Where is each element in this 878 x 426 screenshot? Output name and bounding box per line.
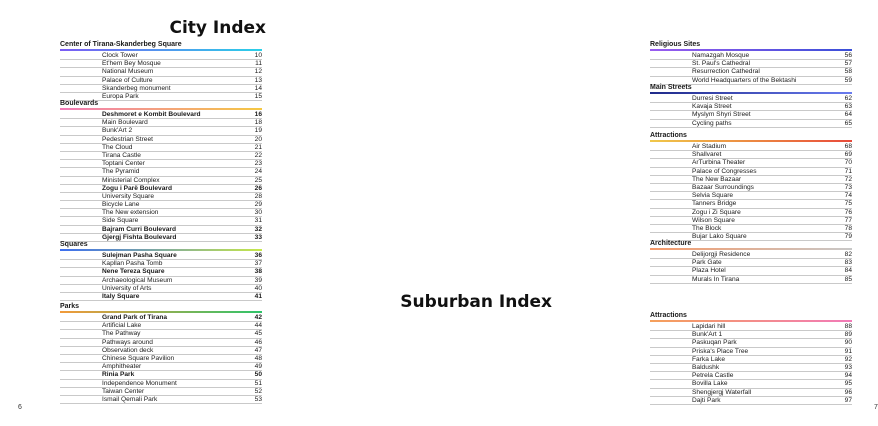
section-heading: Parks	[60, 303, 80, 310]
entry-page-number: 11	[255, 60, 262, 68]
entry-page-number: 18	[254, 119, 262, 127]
entry-page-number: 75	[844, 200, 852, 208]
entry-name: Side Square	[102, 217, 139, 225]
section-color-bar	[650, 92, 852, 94]
entry-name: The Pyramid	[102, 168, 140, 176]
index-entry[interactable]	[650, 52, 852, 60]
index-entry[interactable]	[650, 389, 852, 397]
entry-page-number: 50	[254, 371, 262, 379]
index-entry[interactable]	[60, 152, 262, 160]
entry-name: Bovilla Lake	[692, 380, 728, 388]
entry-page-number: 13	[254, 76, 262, 84]
entry-page-number: 62	[844, 95, 852, 102]
section-heading: Main Streets	[650, 84, 692, 91]
section-squares	[60, 241, 262, 301]
entry-name: National Museum	[102, 68, 154, 76]
index-entry[interactable]	[60, 68, 262, 76]
left-page	[0, 0, 300, 426]
section-color-bar	[60, 49, 262, 51]
entry-name: Bicycle Lane	[102, 201, 140, 209]
entry-name: Cycling paths	[692, 119, 732, 127]
entry-name: Clock Tower	[102, 52, 138, 59]
entry-page-number: 85	[844, 275, 852, 283]
entry-page-number: 12	[254, 68, 262, 76]
entry-name: Independence Monument	[102, 379, 177, 387]
entry-name: Selvia Square	[692, 192, 734, 200]
entry-page-number: 40	[254, 284, 262, 292]
entry-name: Kavaja Street	[692, 103, 732, 111]
entry-page-number: 42	[254, 314, 262, 321]
section-boulevards	[60, 100, 262, 242]
entry-page-number: 37	[254, 260, 262, 268]
entry-page-number: 95	[844, 380, 852, 388]
entry-name: Myslym Shyri Street	[692, 111, 751, 119]
entry-name: The Block	[692, 224, 722, 232]
entry-name: Shallvaret	[692, 151, 722, 159]
index-entry[interactable]	[650, 364, 852, 372]
index-entry[interactable]	[60, 193, 262, 201]
entry-name: Rinia Park	[102, 371, 135, 379]
entry-name: Durresi Street	[692, 95, 733, 102]
index-entry[interactable]	[650, 95, 852, 103]
entry-name: Observation deck	[102, 346, 154, 354]
entry-page-number: 79	[844, 233, 852, 241]
index-entry[interactable]	[60, 226, 262, 234]
section-color-bar	[60, 249, 262, 251]
index-entry[interactable]	[60, 277, 262, 285]
entry-name: Amphitheater	[102, 363, 142, 371]
entry-name: The Cloud	[102, 143, 133, 151]
entry-name: Dajti Park	[692, 396, 721, 404]
index-entry[interactable]	[60, 314, 262, 322]
entry-name: Et'hem Bey Mosque	[102, 60, 161, 68]
entry-name: University of Arts	[102, 284, 152, 292]
index-entry[interactable]	[60, 260, 262, 268]
index-entry[interactable]	[650, 397, 852, 405]
section-heading: Center of Tirana-Skanderbeg Square	[60, 41, 182, 48]
entry-page-number: 25	[254, 176, 262, 184]
entry-page-number: 49	[254, 363, 262, 371]
index-entry[interactable]	[650, 120, 852, 128]
entry-page-number: 20	[254, 135, 262, 143]
entry-name: Kapllan Pasha Tomb	[102, 260, 163, 268]
entry-page-number: 65	[844, 119, 852, 127]
entry-page-number: 48	[254, 354, 262, 362]
index-entry[interactable]	[650, 143, 852, 151]
page-number-right: 7	[874, 404, 878, 411]
entry-name: Baldushk	[692, 363, 720, 371]
entry-page-number: 38	[254, 268, 262, 276]
index-entry[interactable]	[650, 348, 852, 356]
entry-name: Shengjergj Waterfall	[692, 388, 752, 396]
entry-page-number: 91	[844, 347, 852, 355]
index-entry[interactable]	[650, 103, 852, 111]
index-entry[interactable]	[650, 380, 852, 388]
entry-page-number: 59	[844, 76, 852, 84]
index-entry[interactable]	[60, 168, 262, 176]
entry-page-number: 90	[844, 339, 852, 347]
index-entry[interactable]	[650, 267, 852, 275]
index-entry[interactable]	[60, 136, 262, 144]
entry-page-number: 14	[254, 84, 262, 92]
index-entry[interactable]	[60, 347, 262, 355]
section-heading: Attractions	[650, 132, 687, 139]
section-heading: Attractions	[650, 312, 687, 319]
section-color-bar	[650, 320, 852, 322]
entry-name: Main Boulevard	[102, 119, 148, 127]
entry-page-number: 45	[254, 330, 262, 338]
entry-name: Paskuqan Park	[692, 339, 737, 347]
entry-name: Toptani Center	[102, 160, 145, 168]
section-religious-sites	[650, 41, 852, 85]
entry-name: ArTurbina Theater	[692, 159, 746, 167]
entry-name: Gjergj Fishta Boulevard	[102, 233, 177, 241]
entry-name: Artificial Lake	[102, 322, 142, 330]
index-entry[interactable]	[650, 192, 852, 200]
entry-page-number: 68	[844, 143, 852, 150]
index-entry[interactable]	[650, 209, 852, 217]
entry-name: Plaza Hotel	[692, 267, 726, 275]
entry-page-number: 22	[254, 151, 262, 159]
entry-page-number: 96	[844, 388, 852, 396]
entry-page-number: 72	[844, 175, 852, 183]
section-heading: Architecture	[650, 240, 692, 247]
entry-page-number: 63	[844, 103, 852, 111]
entry-name: Delijorgji Residence	[692, 251, 751, 258]
index-entry[interactable]	[650, 184, 852, 192]
index-entry[interactable]	[650, 60, 852, 68]
entry-page-number: 16	[254, 111, 262, 118]
entry-name: Zogu i Parë Boulevard	[102, 184, 172, 192]
entry-page-number: 39	[254, 276, 262, 284]
entry-page-number: 29	[254, 201, 262, 209]
entry-page-number: 32	[254, 225, 262, 233]
entry-page-number: 77	[844, 216, 852, 224]
index-entry[interactable]	[60, 85, 262, 93]
entry-name: Bunk'Art 1	[692, 331, 723, 339]
index-entry[interactable]	[60, 252, 262, 260]
entry-page-number: 71	[844, 167, 852, 175]
entry-page-number: 78	[844, 224, 852, 232]
index-entry[interactable]	[60, 111, 262, 119]
entry-name: Chinese Square Pavilion	[102, 354, 175, 362]
index-entry[interactable]	[650, 356, 852, 364]
index-entry[interactable]	[60, 363, 262, 371]
entry-page-number: 44	[254, 322, 262, 330]
entry-page-number: 73	[844, 183, 852, 191]
entry-page-number: 93	[844, 363, 852, 371]
section-architecture	[650, 240, 852, 284]
index-entry[interactable]	[60, 293, 262, 301]
entry-page-number: 46	[254, 338, 262, 346]
section-color-bar	[60, 311, 262, 313]
index-entry[interactable]	[650, 372, 852, 380]
entry-name: Europa Park	[102, 92, 139, 100]
right-page	[300, 0, 878, 426]
entry-name: Lapidari hill	[692, 323, 726, 330]
entry-name: Petrela Castle	[692, 372, 734, 380]
entry-page-number: 89	[844, 331, 852, 339]
section-color-bar	[650, 49, 852, 51]
index-entry[interactable]	[60, 209, 262, 217]
entry-name: Bajram Curri Boulevard	[102, 225, 177, 233]
index-entry[interactable]	[650, 251, 852, 259]
entry-name: Pedestrian Street	[102, 135, 153, 143]
entry-name: University Square	[102, 192, 155, 200]
entry-page-number: 26	[254, 184, 262, 192]
index-entry[interactable]	[60, 268, 262, 276]
entry-page-number: 52	[254, 387, 262, 395]
entry-page-number: 58	[844, 68, 852, 76]
index-entry[interactable]	[60, 330, 262, 338]
entry-page-number: 84	[844, 267, 852, 275]
entry-page-number: 57	[844, 60, 852, 68]
section-heading: Religious Sites	[650, 41, 701, 48]
entry-name: Nene Tereza Square	[102, 268, 165, 276]
index-entry[interactable]	[650, 225, 852, 233]
city-index-title: City Index	[169, 18, 266, 38]
entry-name: Wilson Square	[692, 216, 735, 224]
entry-page-number: 97	[844, 396, 852, 404]
entry-name: The Pathway	[102, 330, 141, 338]
entry-name: Grand Park of Tirana	[102, 314, 168, 321]
entry-name: World Headquarters of the Bektashi	[692, 76, 797, 84]
entry-name: Ismail Qemali Park	[102, 395, 158, 403]
index-entry[interactable]	[650, 111, 852, 119]
entry-name: Bunk'Art 2	[102, 127, 133, 135]
entry-page-number: 74	[844, 192, 852, 200]
index-entry[interactable]	[650, 323, 852, 331]
index-entry[interactable]	[650, 200, 852, 208]
entry-name: Palace of Congresses	[692, 167, 757, 175]
entry-name: Namazgah Mosque	[692, 52, 750, 59]
entry-page-number: 41	[254, 292, 262, 300]
entry-page-number: 56	[844, 52, 852, 59]
entry-name: St. Paul's Cathedral	[692, 60, 751, 68]
index-entry[interactable]	[60, 217, 262, 225]
index-entry[interactable]	[60, 388, 262, 396]
index-entry[interactable]	[60, 339, 262, 347]
entry-name: Zogu i Zi Square	[692, 208, 741, 216]
entry-name: Pathways around	[102, 338, 153, 346]
section-heading: Squares	[60, 241, 88, 248]
entry-page-number: 88	[844, 323, 852, 330]
index-entry[interactable]	[60, 77, 262, 85]
entry-page-number: 10	[254, 52, 262, 59]
entry-name: Palace of Culture	[102, 76, 153, 84]
entry-page-number: 76	[844, 208, 852, 216]
section-attractions-suburban	[650, 312, 852, 405]
entry-page-number: 82	[844, 251, 852, 258]
entry-name: Bazaar Surroundings	[692, 183, 754, 191]
index-entry[interactable]	[60, 177, 262, 185]
entry-name: Priska's Place Tree	[692, 347, 749, 355]
entry-name: Sulejman Pasha Square	[102, 252, 177, 259]
entry-page-number: 19	[254, 127, 262, 135]
index-entry[interactable]	[60, 60, 262, 68]
section-main-streets	[650, 84, 852, 128]
entry-name: The New extension	[102, 209, 159, 217]
entry-name: Tanners Bridge	[692, 200, 737, 208]
index-entry[interactable]	[650, 159, 852, 167]
index-entry[interactable]	[60, 285, 262, 293]
entry-name: Air Stadium	[692, 143, 727, 150]
section-parks	[60, 303, 262, 404]
section-color-bar	[650, 140, 852, 142]
index-entry[interactable]	[650, 276, 852, 284]
entry-page-number: 33	[254, 233, 262, 241]
index-entry[interactable]	[60, 322, 262, 330]
section-heading: Boulevards	[60, 100, 99, 107]
index-entry[interactable]	[60, 144, 262, 152]
section-color-bar	[650, 248, 852, 250]
entry-page-number: 70	[844, 159, 852, 167]
index-entry[interactable]	[60, 380, 262, 388]
index-entry[interactable]	[60, 119, 262, 127]
entry-page-number: 53	[254, 395, 262, 403]
entry-page-number: 15	[254, 92, 262, 100]
entry-name: Park Gate	[692, 259, 722, 267]
index-entry[interactable]	[60, 52, 262, 60]
entry-page-number: 51	[254, 379, 262, 387]
entry-page-number: 30	[254, 209, 262, 217]
entry-page-number: 64	[844, 111, 852, 119]
entry-page-number: 36	[254, 252, 262, 259]
entry-name: Tirana Castle	[102, 151, 141, 159]
entry-name: Murals In Tirana	[692, 275, 740, 283]
index-entry[interactable]	[650, 331, 852, 339]
index-entry[interactable]	[60, 355, 262, 363]
index-entry[interactable]	[60, 396, 262, 404]
entry-page-number: 23	[254, 160, 262, 168]
entry-page-number: 21	[254, 143, 262, 151]
suburban-index-title: Suburban Index	[400, 292, 552, 312]
section-center-of-tirana	[60, 41, 262, 101]
index-entry[interactable]	[650, 151, 852, 159]
entry-page-number: 31	[254, 217, 262, 225]
index-entry[interactable]	[650, 68, 852, 76]
entry-name: Skanderbeg monument	[102, 84, 171, 92]
entry-name: Deshmoret e Kombit Boulevard	[102, 111, 201, 118]
entry-name: Farka Lake	[692, 355, 725, 363]
index-entry[interactable]	[650, 176, 852, 184]
entry-page-number: 83	[844, 259, 852, 267]
entry-name: Italy Square	[102, 292, 140, 300]
index-entry[interactable]	[60, 371, 262, 379]
index-entry[interactable]	[60, 127, 262, 135]
entry-name: Taiwan Center	[102, 387, 145, 395]
entry-page-number: 94	[844, 372, 852, 380]
entry-page-number: 28	[254, 192, 262, 200]
index-entry[interactable]	[650, 339, 852, 347]
entry-page-number: 69	[844, 151, 852, 159]
index-entry[interactable]	[60, 160, 262, 168]
entry-name: Bujar Lako Square	[692, 233, 747, 241]
section-attractions-city	[650, 132, 852, 241]
index-entry[interactable]	[650, 217, 852, 225]
index-entry[interactable]	[650, 259, 852, 267]
entry-name: The New Bazaar	[692, 175, 742, 183]
entry-name: Resurrection Cathedral	[692, 68, 760, 76]
entry-name: Archaeological Museum	[102, 276, 173, 284]
section-color-bar	[60, 108, 262, 110]
page-number-left: 6	[18, 404, 22, 411]
index-entry[interactable]	[60, 201, 262, 209]
index-entry[interactable]	[650, 168, 852, 176]
entry-page-number: 24	[254, 168, 262, 176]
entry-page-number: 47	[254, 346, 262, 354]
index-entry[interactable]	[60, 185, 262, 193]
entry-name: Ministerial Complex	[102, 176, 160, 184]
entry-page-number: 92	[844, 355, 852, 363]
